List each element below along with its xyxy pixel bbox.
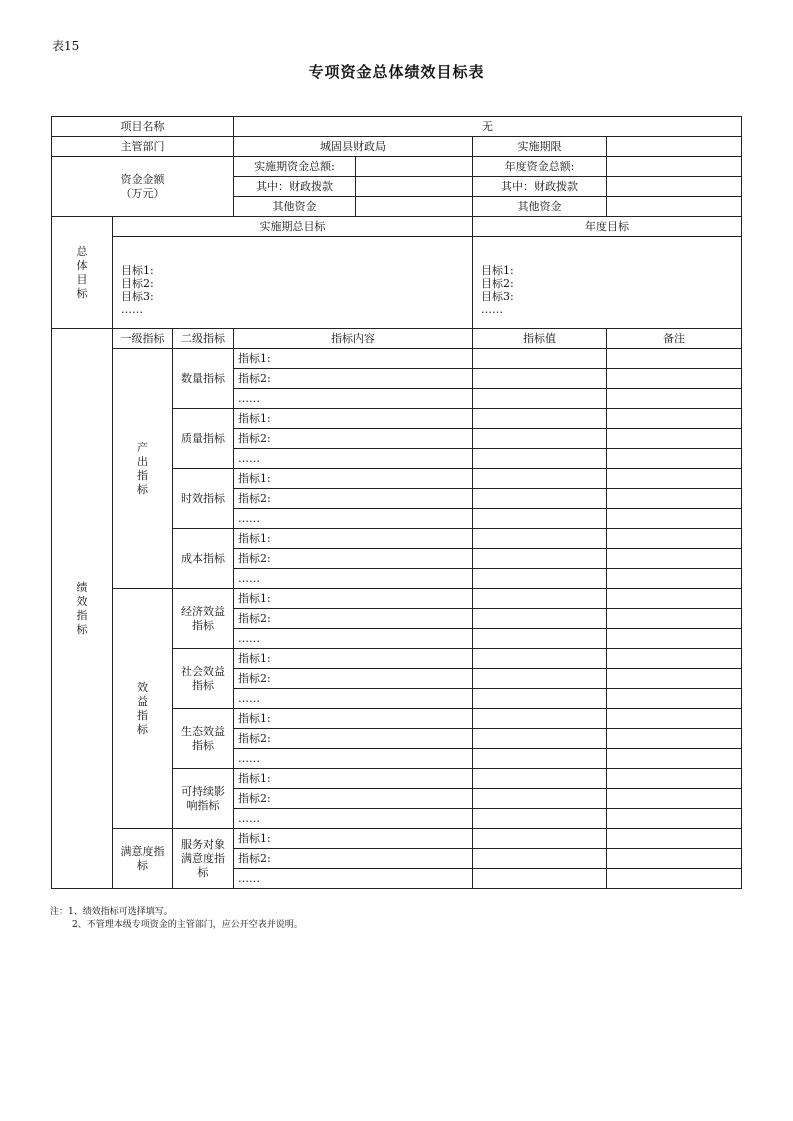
indicator-remark (607, 429, 742, 449)
period-other-value (356, 197, 473, 217)
goal-item: …… (481, 303, 504, 316)
indicator-remark (607, 729, 742, 749)
project-name-value: 无 (234, 117, 742, 137)
indicator-content: 指标1: (234, 829, 473, 849)
period-fiscal-label: 其中：财政拨款 (234, 177, 356, 197)
indicator-content: …… (234, 569, 473, 589)
indicator-content: …… (234, 689, 473, 709)
indicator-content: 指标1: (234, 589, 473, 609)
level2-indicator: 服务对象满意度指标 (173, 829, 234, 889)
indicator-remark (607, 669, 742, 689)
indicator-value (473, 809, 607, 829)
indicator-row (52, 829, 742, 849)
annual-fiscal-value (607, 177, 742, 197)
indicator-value (473, 849, 607, 869)
funds-label: 资金金额 (120, 172, 165, 186)
goal-item: 目标2: (121, 277, 154, 290)
indicator-content: …… (234, 389, 473, 409)
indicator-value (473, 609, 607, 629)
goal-item: 目标2: (481, 277, 514, 290)
indicator-content: 指标2: (234, 549, 473, 569)
period-goal-list (113, 237, 472, 316)
indicator-remark (607, 609, 742, 629)
level2-indicator: 经济效益指标 (173, 589, 234, 649)
goal-item: 目标3: (121, 290, 154, 303)
indicator-content: 指标1: (234, 409, 473, 429)
indicator-value (473, 529, 607, 549)
level1-indicator: 满意度指标 (113, 829, 173, 889)
period-total-label: 实施期资金总额: (234, 157, 356, 177)
indicator-value (473, 749, 607, 769)
indicator-remark (607, 509, 742, 529)
level2-indicator: 数量指标 (173, 349, 234, 409)
page-title: 专项资金总体绩效目标表 (308, 63, 485, 81)
performance-goal-table (51, 116, 742, 889)
indicator-content: 指标2: (234, 849, 473, 869)
indicator-remark (607, 649, 742, 669)
indicator-content: 指标2: (234, 609, 473, 629)
indicator-value (473, 569, 607, 589)
indicator-content: 指标1: (234, 769, 473, 789)
annual-total-label: 年度资金总额: (473, 157, 607, 177)
annual-other-label: 其他资金 (473, 197, 607, 217)
indicator-content: 指标1: (234, 469, 473, 489)
indicator-value (473, 449, 607, 469)
indicator-remark (607, 789, 742, 809)
annual-total-value (607, 157, 742, 177)
indicator-value (473, 709, 607, 729)
indicator-content: …… (234, 809, 473, 829)
indicator-remark (607, 409, 742, 429)
indicator-remark (607, 389, 742, 409)
level1-indicator: 产 出 指 标 (113, 349, 173, 589)
project-name-label: 项目名称 (52, 117, 234, 137)
indicator-remark (607, 769, 742, 789)
indicator-remark (607, 549, 742, 569)
indicator-value (473, 629, 607, 649)
annual-goal-list (473, 237, 741, 316)
indicator-remark (607, 469, 742, 489)
indicator-content: 指标2: (234, 669, 473, 689)
indicator-remark (607, 749, 742, 769)
indicator-row (52, 349, 742, 369)
indicator-remark (607, 369, 742, 389)
level2-indicator: 生态效益指标 (173, 709, 234, 769)
period-goal-header: 实施期总目标 (113, 217, 472, 237)
note-1: 注：1、绩效指标可选择填写。 (50, 907, 173, 917)
indicator-value (473, 389, 607, 409)
content-header: 指标内容 (234, 329, 473, 349)
goal-item: …… (121, 303, 143, 316)
indicator-value (473, 349, 607, 369)
performance-indicator-label: 绩 效 指 标 (52, 329, 113, 889)
period-goal-box (113, 217, 473, 329)
indicator-content: …… (234, 449, 473, 469)
note-2: 2、不管理本级专项资金的主管部门，应公开空表并说明。 (72, 920, 303, 930)
indicator-content: 指标1: (234, 649, 473, 669)
value-header: 指标值 (473, 329, 607, 349)
dept-value: 城固县财政局 (234, 137, 473, 157)
funds-unit: （万元） (120, 186, 165, 200)
indicator-content: …… (234, 629, 473, 649)
level2-indicator: 社会效益指标 (173, 649, 234, 709)
indicator-content: 指标2: (234, 789, 473, 809)
annual-goal-box (473, 217, 742, 329)
period-label: 实施期限 (473, 137, 607, 157)
indicator-value (473, 789, 607, 809)
indicator-remark (607, 809, 742, 829)
overall-goal-label: 总 体 目 标 (52, 217, 113, 329)
indicator-remark (607, 869, 742, 889)
annual-fiscal-label: 其中：财政拨款 (473, 177, 607, 197)
indicator-remark (607, 829, 742, 849)
period-value-cell (607, 137, 742, 157)
indicator-value (473, 589, 607, 609)
indicator-content: 指标2: (234, 369, 473, 389)
indicator-content: 指标2: (234, 429, 473, 449)
indicator-remark (607, 629, 742, 649)
annual-other-value (607, 197, 742, 217)
annual-goal-header: 年度目标 (473, 217, 741, 237)
indicator-content: …… (234, 749, 473, 769)
indicator-value (473, 489, 607, 509)
indicator-remark (607, 709, 742, 729)
indicator-value (473, 509, 607, 529)
notes (50, 906, 303, 932)
indicator-remark (607, 689, 742, 709)
indicator-remark (607, 349, 742, 369)
remark-header: 备注 (607, 329, 742, 349)
indicator-value (473, 689, 607, 709)
level2-indicator: 可持续影响指标 (173, 769, 234, 829)
indicator-content: 指标1: (234, 349, 473, 369)
table-number: 表15 (52, 39, 80, 53)
indicator-remark (607, 489, 742, 509)
period-fiscal-value (356, 177, 473, 197)
indicator-value (473, 669, 607, 689)
indicator-value (473, 829, 607, 849)
indicator-value (473, 409, 607, 429)
indicator-content: 指标1: (234, 709, 473, 729)
period-total-value (356, 157, 473, 177)
indicator-value (473, 469, 607, 489)
goal-item: 目标1: (121, 264, 154, 277)
goal-item: 目标1: (481, 264, 514, 277)
level1-indicator: 效 益 指 标 (113, 589, 173, 829)
indicator-header-row (52, 329, 742, 349)
indicator-content: 指标2: (234, 729, 473, 749)
indicator-value (473, 769, 607, 789)
funds-label-cell (52, 157, 234, 217)
indicator-content: …… (234, 509, 473, 529)
period-other-label: 其他资金 (234, 197, 356, 217)
indicator-row (52, 589, 742, 609)
indicator-value (473, 549, 607, 569)
level2-header: 二级指标 (173, 329, 234, 349)
indicator-content: 指标1: (234, 529, 473, 549)
indicator-value (473, 429, 607, 449)
level2-indicator: 时效指标 (173, 469, 234, 529)
indicator-remark (607, 449, 742, 469)
indicator-value (473, 869, 607, 889)
level1-header: 一级指标 (113, 329, 173, 349)
level2-indicator: 成本指标 (173, 529, 234, 589)
indicator-remark (607, 589, 742, 609)
level2-indicator: 质量指标 (173, 409, 234, 469)
indicator-value (473, 729, 607, 749)
indicator-remark (607, 529, 742, 549)
indicator-content: 指标2: (234, 489, 473, 509)
indicator-value (473, 369, 607, 389)
indicator-value (473, 649, 607, 669)
indicator-content: …… (234, 869, 473, 889)
indicator-remark (607, 569, 742, 589)
indicator-remark (607, 849, 742, 869)
goal-item: 目标3: (481, 290, 514, 303)
dept-label: 主管部门 (52, 137, 234, 157)
